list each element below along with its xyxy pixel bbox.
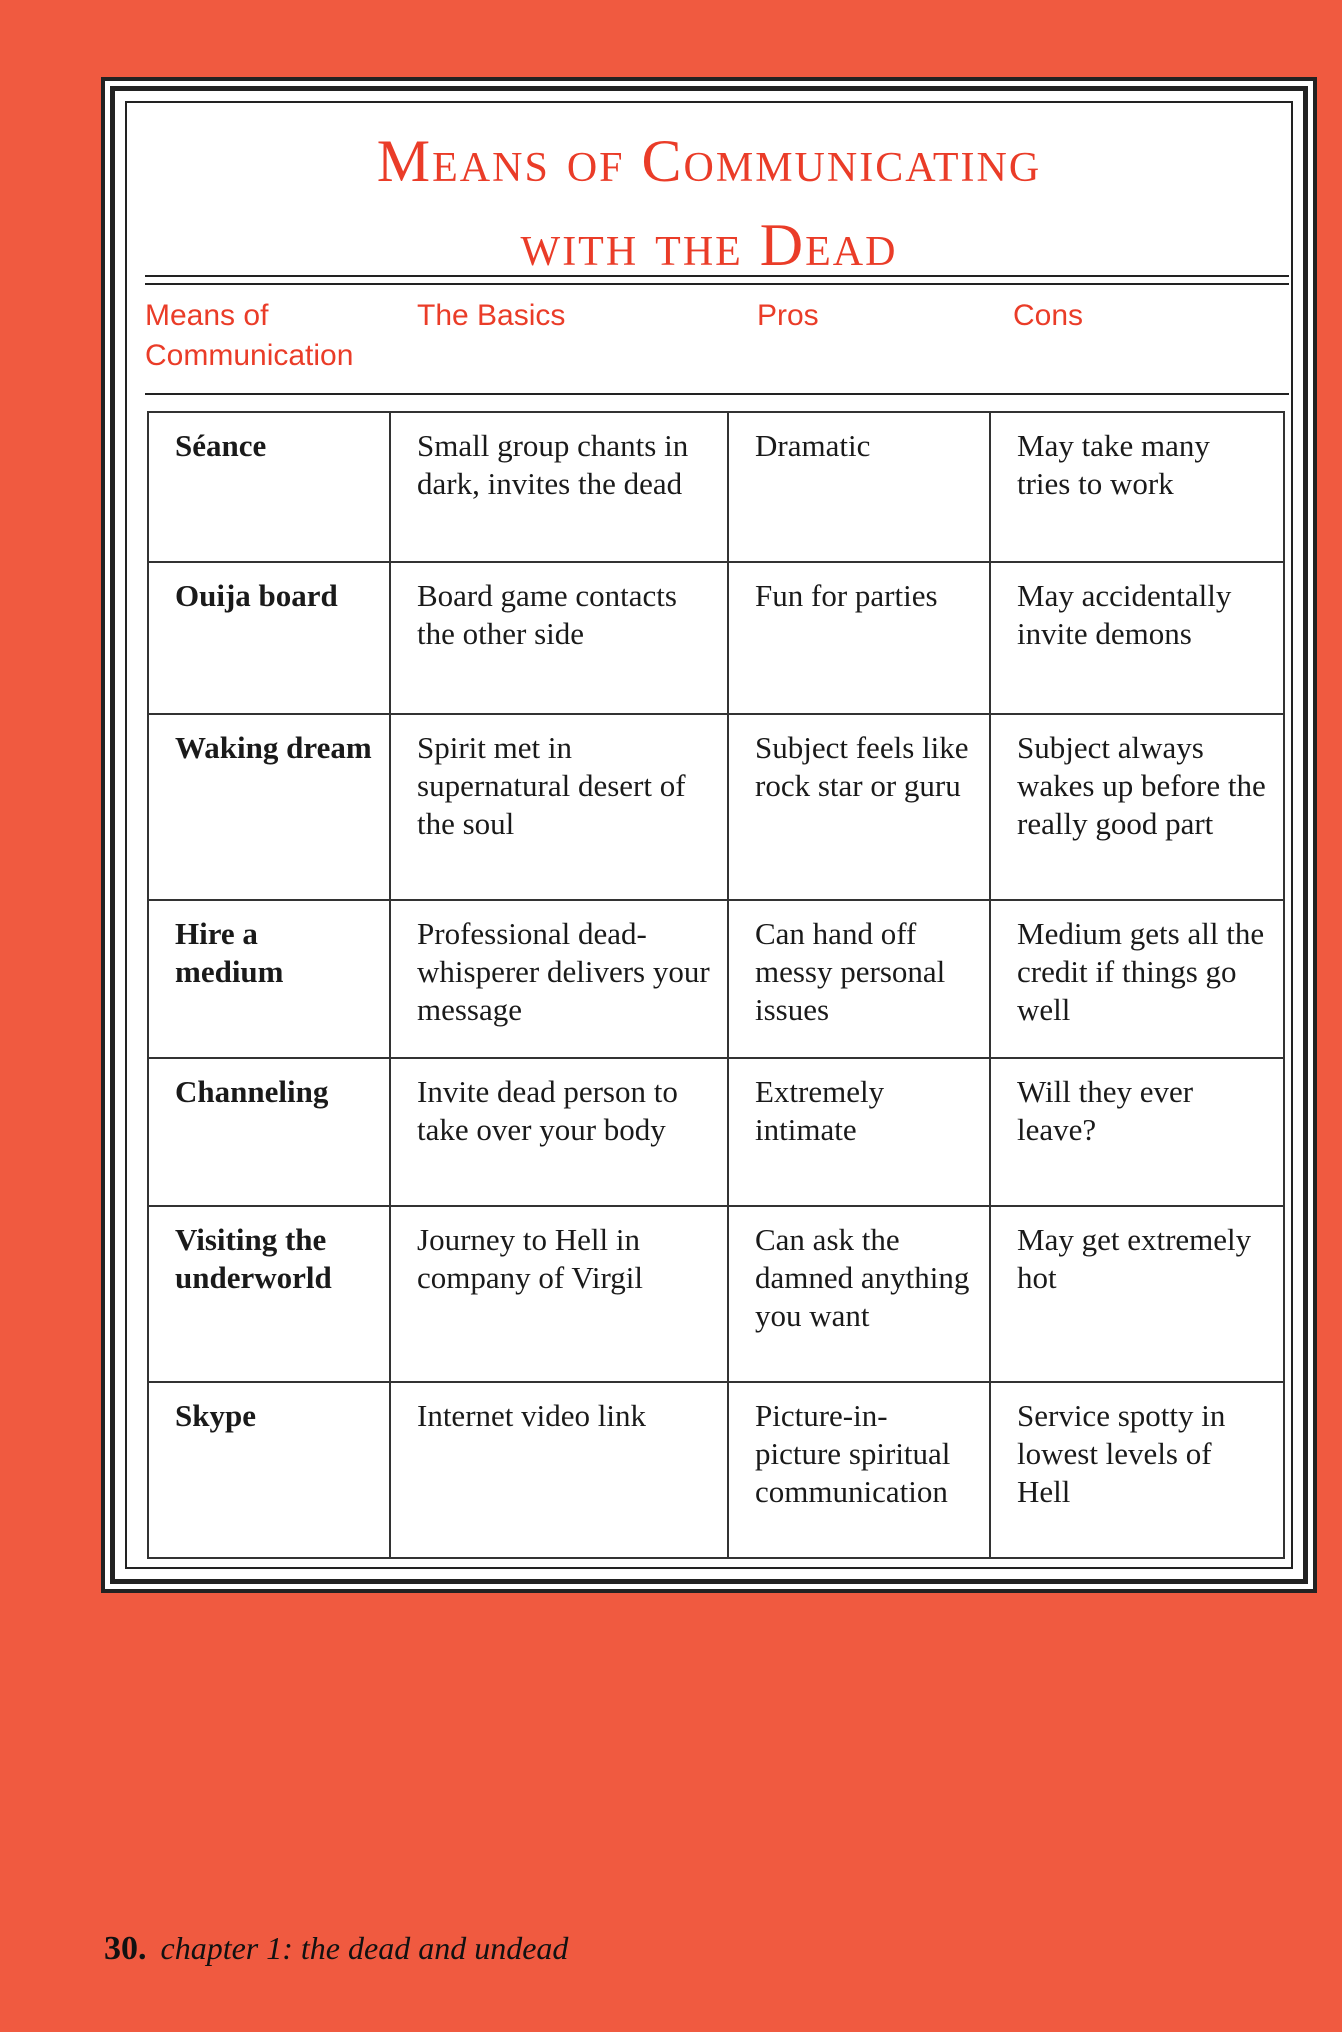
cell-cons: May take many tries to work (990, 412, 1284, 562)
table-row (148, 900, 1284, 1058)
cell-means: Ouija board (148, 562, 390, 714)
cell-means: Visiting the underworld (148, 1206, 390, 1382)
column-headers (145, 296, 1289, 386)
cell-cons: Subject always wakes up before the really good part (990, 714, 1284, 900)
table-row (148, 1206, 1284, 1382)
cell-basics: Spirit met in supernatural desert of the soul (390, 714, 728, 900)
page-number: 30. (104, 1930, 147, 1967)
cell-basics: Invite dead person to take over your body (390, 1058, 728, 1206)
table-frame (110, 86, 1308, 1584)
page-footer (104, 1930, 568, 1968)
table-row (148, 1058, 1284, 1206)
header-cons: Cons (1013, 299, 1084, 332)
cell-basics: Board game contacts the other side (390, 562, 728, 714)
cell-means: Waking dream (148, 714, 390, 900)
cell-pros: Subject feels like rock star or guru (728, 714, 990, 900)
title-line-1: Means of Communicating (376, 128, 1042, 194)
table-row (148, 1382, 1284, 1558)
cell-basics: Small group chants in dark, invites the dead (390, 412, 728, 562)
title-rule (145, 275, 1289, 285)
cell-means: Channeling (148, 1058, 390, 1206)
table-row (148, 562, 1284, 714)
cell-basics: Journey to Hell in company of Virgil (390, 1206, 728, 1382)
cell-pros: Dramatic (728, 412, 990, 562)
cell-cons: Service spotty in lowest levels of Hell (990, 1382, 1284, 1558)
cell-means: Skype (148, 1382, 390, 1558)
title-line-2: with the Dead (520, 212, 898, 278)
header-basics: The Basics (417, 299, 566, 332)
cell-pros: Can hand off messy personal issues (728, 900, 990, 1058)
page-title (115, 119, 1303, 287)
cell-means: Séance (148, 412, 390, 562)
communication-table (147, 411, 1285, 1559)
cell-cons: May accidentally invite demons (990, 562, 1284, 714)
cell-basics: Professional dead-whisperer delivers your message (390, 900, 728, 1058)
cell-pros: Can ask the damned anything you want (728, 1206, 990, 1382)
cell-basics: Internet video link (390, 1382, 728, 1558)
cell-means: Hire a medium (148, 900, 390, 1058)
table-row (148, 714, 1284, 900)
cell-pros: Picture-in-picture spiritual communication (728, 1382, 990, 1558)
table-row (148, 412, 1284, 562)
cell-cons: Medium gets all the credit if things go well (990, 900, 1284, 1058)
chapter-title: chapter 1: the dead and undead (160, 1930, 569, 1966)
cell-cons: Will they ever leave? (990, 1058, 1284, 1206)
header-pros: Pros (757, 299, 819, 332)
header-means: Means of Communication (145, 299, 354, 372)
cell-cons: May get extremely hot (990, 1206, 1284, 1382)
header-rule (145, 393, 1289, 395)
cell-pros: Fun for parties (728, 562, 990, 714)
cell-pros: Extremely intimate (728, 1058, 990, 1206)
